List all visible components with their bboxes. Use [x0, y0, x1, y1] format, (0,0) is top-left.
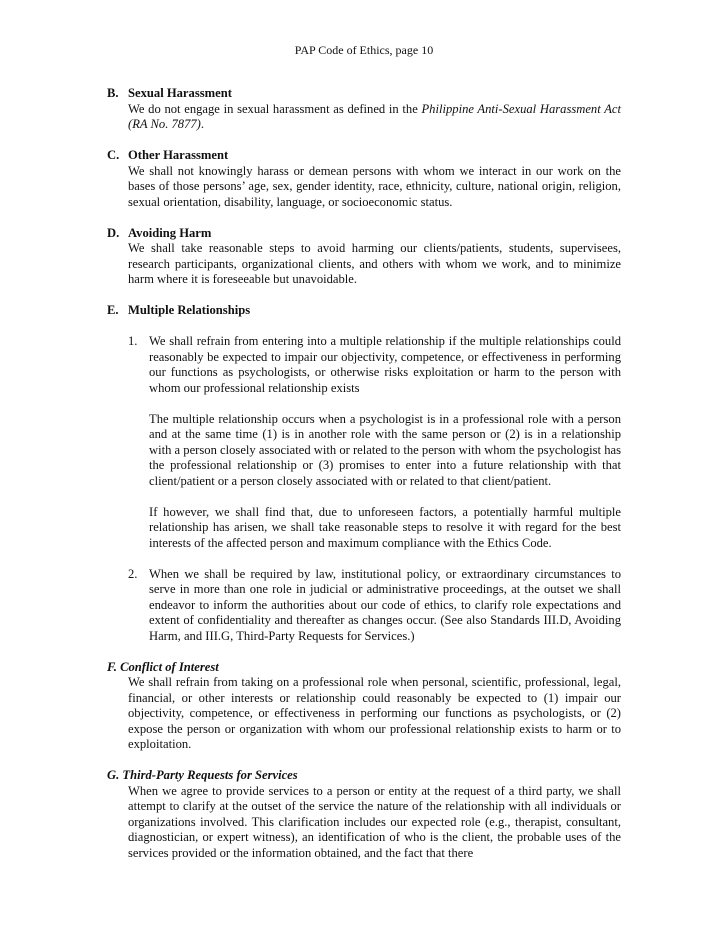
- section-text: We shall not knowingly harass or demean persons with whom we interact in our work on the bases of those persons’ age, sex, gender identity, race, ethnicity, culture, national origin, religion, sexual orientation, disability, language, or socioeconomic status.: [128, 163, 621, 209]
- section-letter: C.: [107, 148, 120, 162]
- section-heading: [107, 226, 621, 242]
- section-title: Avoiding Harm: [128, 225, 212, 240]
- section-multiple-relationships: [107, 303, 621, 644]
- list-item-body: [149, 334, 621, 551]
- section-sexual-harassment: [107, 86, 621, 133]
- section-text-start: We do not engage in sexual harassment as defined in the: [128, 101, 422, 116]
- section-other-harassment: [107, 148, 621, 210]
- section-text: We shall refrain from taking on a professional role when personal, scientific, professional, legal, financial, or other interests or relationship could reasonably be expected to (1) impair our objectivity, competence, or effectiveness in performing our functions as psychologists, or (2) expose the person or organization with whom our professional relationship exists to harm or to exploitation.: [128, 675, 621, 751]
- section-letter: E.: [107, 303, 119, 317]
- section-third-party-requests: [107, 768, 621, 861]
- section-conflict-of-interest: [107, 660, 621, 753]
- section-letter: F.: [107, 659, 117, 674]
- numbered-list: [128, 334, 621, 644]
- paragraph: The multiple relationship occurs when a psychologist is in a professional role with a person and at the same time (1) is in another role with the same person or (2) is in a relationship with a person closely associated with or related to the person with whom the psychologist has the professional relationship or (3) promises to enter into a future relationship with that client/patient or a person closely associated with or related to that client/patient.: [149, 411, 621, 488]
- paragraph: We shall refrain from entering into a multiple relationship if the multiple relationships could reasonably be expected to impair our objectivity, competence, or effectiveness in performing our functions as psychologists, or otherwise risks exploitation or harm to the person with whom our professional relationship exists: [149, 334, 621, 395]
- section-heading: [107, 303, 621, 319]
- list-number: 2.: [128, 566, 138, 581]
- section-avoiding-harm: [107, 226, 621, 288]
- section-title: Other Harassment: [128, 148, 229, 162]
- section-title: Conflict of Interest: [120, 659, 219, 674]
- paragraph: If however, we shall find that, due to unforeseen factors, a potentially harmful multiple relationship has arisen, we shall take reasonable steps to resolve it with regard for the best interests of the affected person and maximum compliance with the Ethics Code.: [149, 504, 621, 550]
- list-item: [128, 334, 621, 551]
- section-letter: D.: [107, 225, 120, 240]
- section-text: We shall take reasonable steps to avoid harming our clients/patients, students, supervisees, research participants, organizational clients, and others with whom we work, and to minimize harm where it is foreseeable but unavoidable.: [128, 241, 621, 286]
- list-item: [128, 567, 621, 645]
- section-heading: [107, 660, 621, 676]
- section-heading: [107, 148, 621, 164]
- section-text-end: .: [200, 117, 205, 131]
- section-title: Sexual Harassment: [128, 86, 232, 100]
- section-text: [128, 102, 621, 133]
- section-letter: G.: [107, 768, 120, 782]
- paragraph: When we shall be required by law, institutional policy, or extraordinary circumstances to serve in more than one role in judicial or administrative proceedings, at the outset we shall endeavor to inform the authorities about our code of ethics, to clarify role expectations and extent of confidentiality and thereafter as changes occur. (See also Standards III.D, Avoiding Harm, and III.G, Third-Party Requests for Services.): [149, 566, 621, 643]
- list-item-body: [149, 567, 621, 645]
- act-citation: Philippine Anti-Sexual Harassment Act (RA No. 7877): [128, 101, 621, 131]
- section-letter: B.: [107, 86, 119, 100]
- page-header: PAP Code of Ethics, page 10: [294, 43, 434, 57]
- section-text: When we agree to provide services to a person or entity at the request of a third party, we shall attempt to clarify at the outset of the service the nature of the relationship with all individuals or organizations involved. This clarification includes our expected role (e.g., therapist, consultant, diagnostician, or expert witness), an identification of who is the client, the probable uses of the services provided or the information obtained, and the fact that there: [128, 783, 621, 860]
- section-heading: [107, 768, 621, 784]
- document-body: [107, 86, 621, 877]
- list-number: 1.: [128, 334, 138, 348]
- section-title: Multiple Relationships: [128, 303, 251, 317]
- section-heading: [107, 86, 621, 102]
- section-title: Third-Party Requests for Services: [122, 768, 298, 782]
